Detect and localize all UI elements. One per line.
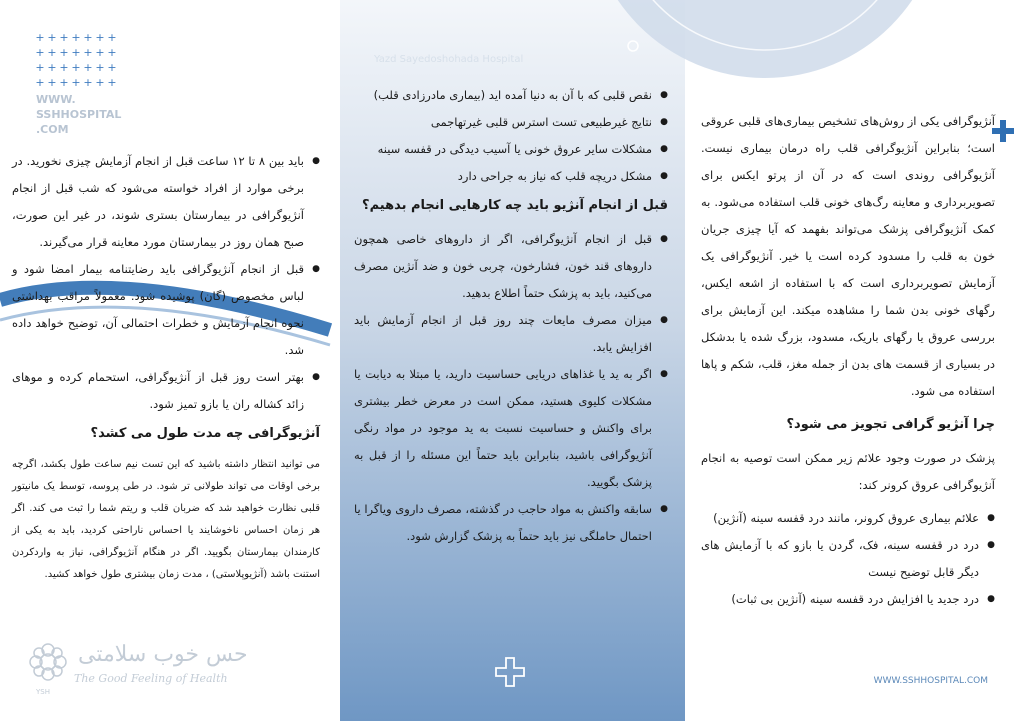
list-item: ● نتایج غیرطبیعی تست استرس قلبی غیرتهاجمی <box>354 109 668 136</box>
why-text: پزشک در صورت وجود علائم زیر ممکن است توصیه به انجام آنژیوگرافی عروق کرونر کند: <box>701 451 995 492</box>
list-item: ● علائم بیماری عروق کرونر، مانند درد قفسه سینه (آنژین) <box>701 505 995 532</box>
duration-heading: آنژیوگرافی چه مدت طول می کشد؟ <box>90 426 320 441</box>
plus-icon <box>992 120 1014 142</box>
preparation-bullets-continued <box>12 148 320 418</box>
list-item: ● میزان مصرف مایعات چند روز قبل از انجام آزمایش باید افزایش یابد. <box>354 307 668 361</box>
why-heading: چرا آنژیو گرافی تجویز می شود؟ <box>786 417 995 432</box>
list-item: ● درد در قفسه سینه، فک، گردن یا بازو که با آزمایش های دیگر قابل توضیح نیست <box>701 532 995 586</box>
hospital-logo: حس خوب سلامتی The Good Feeling of Health YSH <box>26 640 326 702</box>
list-item: ● قبل از انجام آنژیوگرافی، اگر از داروهای خاصی همچون داروهای قند خون، فشارخون، چربی خون و ضد آنژین مصرف می‌کنید، باید به پزشک حتماً اطلاع بدهید. <box>354 226 668 307</box>
intro-text: آنژیوگرافی یکی از روش‌های تشخیص بیماری‌های قلبی عروقی است؛ بنابراین آنژیوگرافی قلب راه درمان بیماری نیست. آنژیوگرافی روندی است که در آن از پرتو ایکس برای تصویربرداری و معاینه رگ‌های خونی قلب استفاده می‌شود. به کمک آنژیوگرافی پزشک می‌تواند بفهمد که آیا چیزی جریان خون به قلب را مسدود کرده است یا خیر. آنژیوگرافی یک آزمایش تصویربرداری است که با استفاده از اشعه ایکس، رگهای خونی بدن شما را مشاهده میکند. این آزمایش برای بررسی عروق یا رگهای باریک، مسدود، بزرگ شده یا بدشکل در بسیاری از قسمت های بدن از جمله مغز، قلب، شکم و پاها استفاده می شود. <box>701 114 995 398</box>
duration-text: می توانید انتظار داشته باشید که این تست نیم ساعت طول بکشد، اگرچه برخی اوقات می تواند طولانی تر شود. در طی پروسه، توسط یک مانیتور قلبی نظارت خواهید شد که ضربان قلب و ریتم شما را ثبت می کند. اگر هر زمان احساس ناخوشایند یا احساس ناراحتی کردید، باید به یکی از کارمندان بیمارستان بگویید. اگر در هنگام آنژیوگرافی، نیاز به واردکردن استنت باشد (آنژیوپلاستی) ، مدت زمان بیشتری طول خواهد کشید. <box>12 459 320 580</box>
preparation-heading: قبل از انجام آنژیو باید چه کارهایی انجام بدهیم؟ <box>362 198 668 213</box>
list-item: ● سابقه واکنش به مواد حاجب در گذشته، مصرف داروی ویاگرا یا احتمال حاملگی نیز باید حتماً به پزشک گزارش شود. <box>354 496 668 550</box>
right-content <box>701 108 995 613</box>
middle-content <box>354 82 668 550</box>
plus-icon <box>494 656 526 688</box>
list-item: ● مشکل دریچه قلب که نیاز به جراحی دارد <box>354 163 668 190</box>
logo-emblem-icon <box>26 640 70 692</box>
list-item: ● اگر به ید یا غذاهای دریایی حساسیت دارید، یا مبتلا به دیابت یا مشکلات کلیوی هستید، ممکن است در معرض خطر بیشتری برای واکنش و حساسیت نسبت به ید موجود در مواد رنگی آنژیوگرافی باشید، بنابراین باید حتماً این مسئله را از قبل به پزشک بگویید. <box>354 361 668 496</box>
decorative-plus-grid: + + + + + + + + + + + + + + + + + + + + + + + + + + + + <box>35 31 117 89</box>
website-url: WWW. SSHHOSPITAL .COM <box>36 93 122 136</box>
list-item: ● قبل از انجام آنژیوگرافی باید رضایتنامه بیمار امضا شود و لباس مخصوص (گان) پوشیده شود. معمولاً مراقب بهداشتی نحوه انجام آزمایش و خطرات احتمالی آن، توضیح خواهد داده شد. <box>12 256 320 364</box>
list-item: ● نقص قلبی که با آن به دنیا آمده اید (بیماری مادرزادی قلب) <box>354 82 668 109</box>
right-panel <box>685 0 1024 721</box>
preparation-bullets <box>354 226 668 550</box>
left-content <box>12 148 320 586</box>
list-item: ● باید بین ۸ تا ۱۲ ساعت قبل از انجام آزمایش چیزی نخورید. در برخی موارد از افراد خواسته می‌شود که شب قبل از انجام آنژیوگرافی در بیمارستان بستری شوند، در غیر این صورت، صبح همان روز در بیمارستان مورد معاینه قرار می‌گیرند. <box>12 148 320 256</box>
why-bullets <box>701 505 995 613</box>
middle-panel <box>340 0 685 721</box>
symptoms-bullets-continued <box>354 82 668 190</box>
list-item: ● درد جدید یا افزایش درد قفسه سینه (آنژین بی ثبات) <box>701 586 995 613</box>
left-panel <box>0 0 340 721</box>
footer-url: WWW.SSHHOSPITAL.COM <box>873 676 988 686</box>
hospital-watermark: Yazd Sayedoshohada Hospital <box>374 54 524 65</box>
list-item: ● مشکلات سایر عروق خونی یا آسیب دیدگی در قفسه سینه <box>354 136 668 163</box>
list-item: ● بهتر است روز قبل از آنژیوگرافی، استحمام کرده و موهای زائد کشاله ران یا بازو تمیز شود. <box>12 364 320 418</box>
